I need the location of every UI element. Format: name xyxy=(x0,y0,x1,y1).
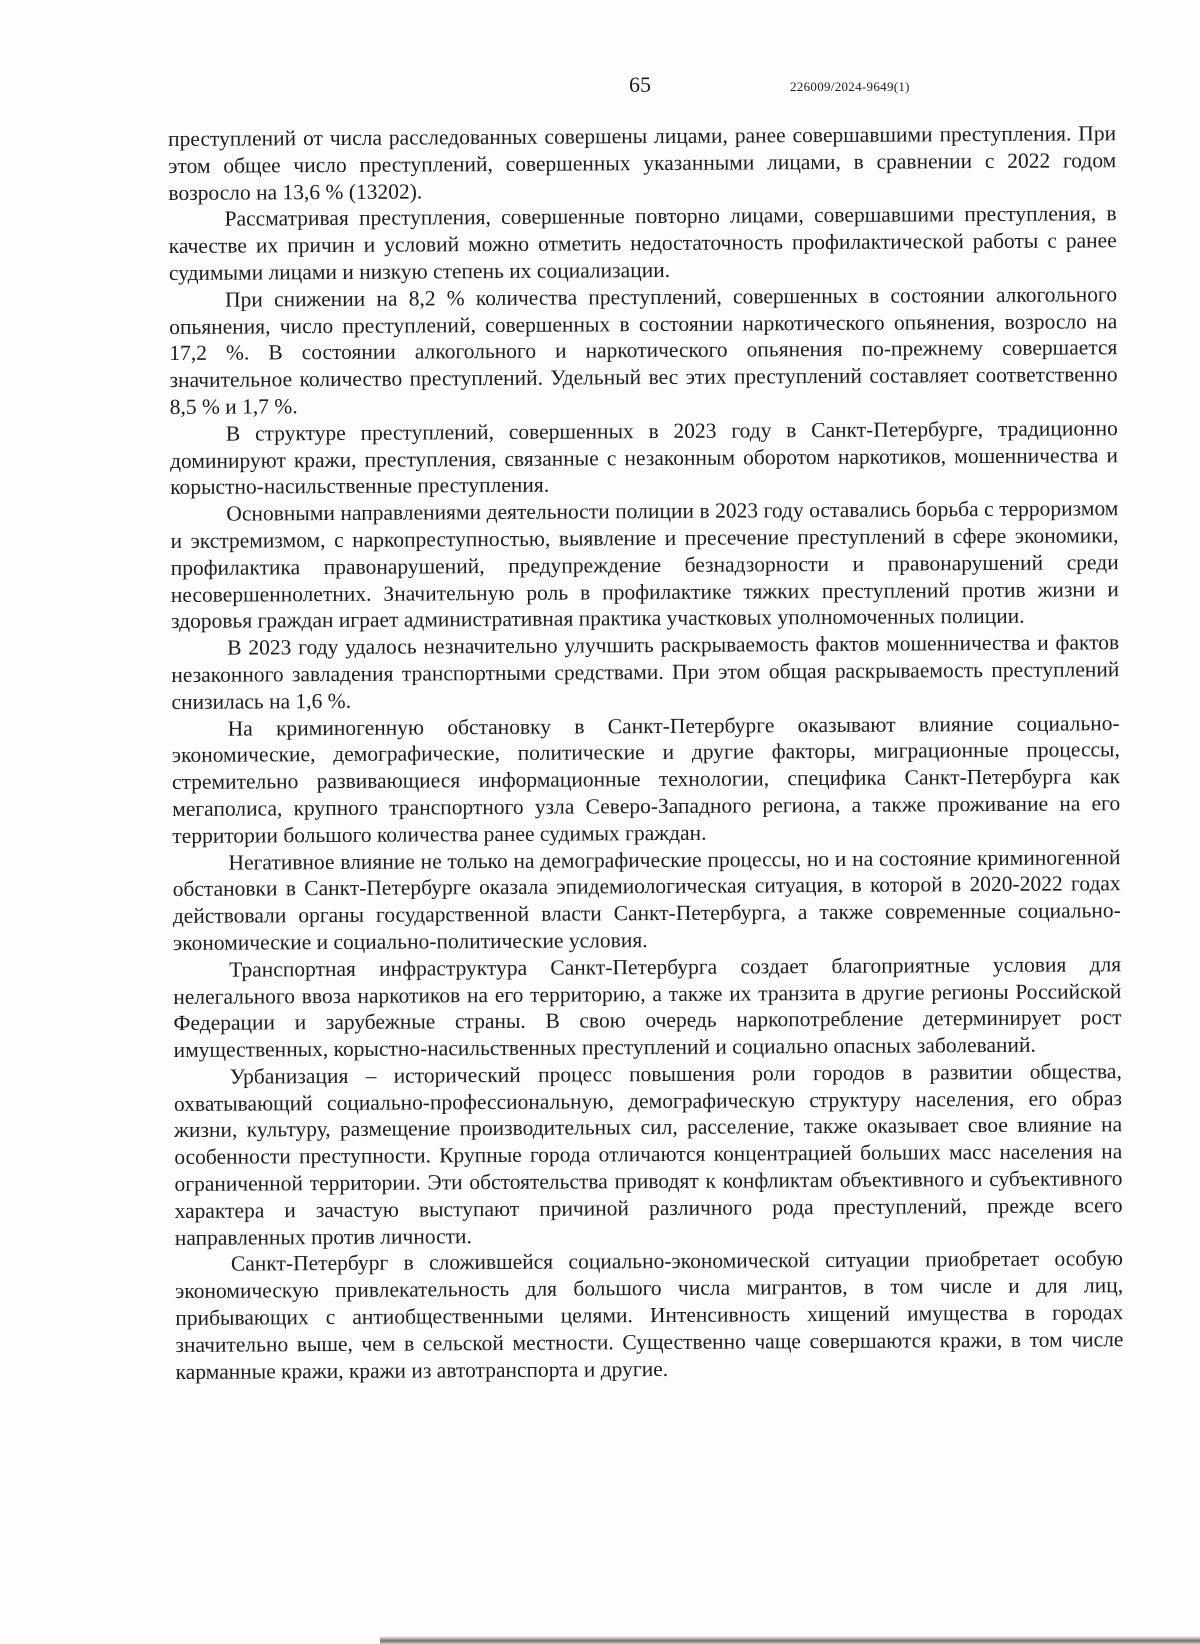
scan-edge-shadow xyxy=(380,1636,1200,1644)
paragraph: Урбанизация – исторический процесс повышения роли городов в развитии общества, охватывающий социально-профессиональную, демографическую структуру населения, его образ жизни, культуру, размещение производительных сил, расселение, также оказывает свое влияние на особенности преступности. Крупные города отличаются концентрацией больших масс населения на ограниченной территории. Эти обстоятельства приводят к конфликтам объективного и субъективного характера и зачастую выступают причиной различного рода преступлений, прежде всего направленных против личности. xyxy=(173,1059,1123,1250)
paragraph: На криминогенную обстановку в Санкт-Петербурге оказывают влияние социально-экономические, демографические, политические и другие факторы, миграционные процессы, стремительно развивающиеся информационные технологии, специфика Санкт-Петербурга как мегаполиса, крупного транспортного узла Северо-Западного региона, а также проживание на его территории большого количества ранее судимых граждан. xyxy=(171,710,1121,848)
paragraph: преступлений от числа расследованных совершены лицами, ранее совершавшими преступления. При этом общее число преступлений, совершенных указанными лицами, в сравнении с 2022 годом возросло на 13,6 % (13202). xyxy=(168,121,1117,205)
document-body xyxy=(168,120,1124,1385)
paragraph: В 2023 году удалось незначительно улучшить раскрываемость фактов мошенничества и фактов незаконного завладения транспортными средствами. При этом общая раскрываемость преступлений снизилась на 1,6 %. xyxy=(171,630,1120,714)
paragraph: Санкт-Петербург в сложившейся социально-экономической ситуации приобретает особую экономическую привлекательность для большого числа мигрантов, в том числе и для лиц, прибывающих с антиобщественными целями. Интенсивность хищений имущества в городах значительно выше, чем в сельской местности. Существенно чаще совершаются кражи, в том числе карманные кражи, кражи из автотранспорта и другие. xyxy=(175,1246,1124,1384)
paragraph: Транспортная инфраструктура Санкт-Петербурга создает благоприятные условия для нелегального ввоза наркотиков на его территорию, а также их транзита в другие регионы Российской Федерации и зарубежные страны. В свою очередь наркопотребление детерминирует рост имущественных, корыстно-насильственных преступлений и социально опасных заболеваний. xyxy=(173,951,1122,1063)
paragraph: Основными направлениями деятельности полиции в 2023 году оставались борьба с терроризмом и экстремизмом, с наркопреступностью, выявление и пресечение преступлений в сфере экономики, профилактика правонарушений, предупреждение безнадзорности и правонарушений среди несовершеннолетних. Значительную роль в профилактике тяжких преступлений против жизни и здоровья граждан играет административная практика участковых уполномоченных полиции. xyxy=(170,496,1119,634)
document-id: 226009/2024-9649(1) xyxy=(790,79,910,94)
paragraph: При снижении на 8,2 % количества преступлений, совершенных в состоянии алкогольного опьянения, число преступлений, совершенных в состоянии наркотического опьянения, возросло на 17,2 %. В состоянии алкогольного и наркотического опьянения по-прежнему совершается значительное количество преступлений. Удельный вес этих преступлений составляет соответственно 8,5 % и 1,7 %. xyxy=(169,281,1118,419)
paragraph: Рассматривая преступления, совершенные повторно лицами, совершавшими преступления, в качестве их причин и условий можно отметить недостаточность профилактической работы с ранее судимыми лицами и низкую степень их социализации. xyxy=(168,201,1117,285)
page-number: 65 xyxy=(629,72,651,97)
paragraph: В структуре преступлений, совершенных в 2023 году в Санкт-Петербурге, традиционно доминируют кражи, преступления, связанные с незаконным оборотом наркотиков, мошенничества и корыстно-насильственные преступления. xyxy=(169,415,1119,500)
paragraph: Негативное влияние не только на демографические процессы, но и на состояние криминогенной обстановки в Санкт-Петербурге оказала эпидемиологическая ситуация, в которой в 2020-2022 годах действовали органы государственной власти Санкт-Петербурга, а также современные социально-экономические и социально-политические условия. xyxy=(172,844,1121,955)
